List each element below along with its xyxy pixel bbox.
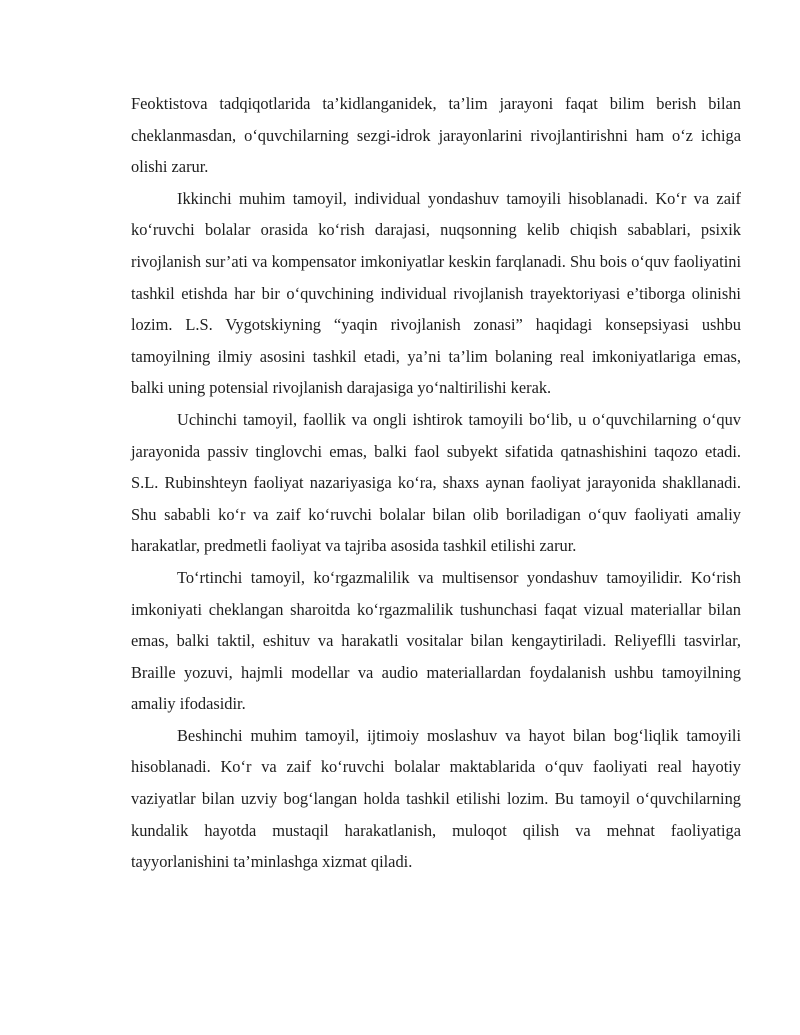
paragraph-fourth-principle: To‘rtinchi tamoyil, ko‘rgazmalilik va multisensor yondashuv tamoyilidir. Ko‘rish imkoniyati cheklangan sharoitda ko‘rgazmalilik tushunchasi faqat vizual materiallar bilan emas, balki taktil, eshituv va harakatli vositalar bilan kengaytiriladi. Reliyeflli tasvirlar, Braille yozuvi, hajmli modellar va audio materiallardan foydalanish ushbu tamoyilning amaliy ifodasidir.: [131, 567, 741, 714]
paragraph-third-principle: Uchinchi tamoyil, faollik va ongli ishtirok tamoyili bo‘lib, u o‘quvchilarning o‘quv jarayonida passiv tinglovchi emas, balki faol subyekt sifatida qatnashishini taqozo etadi. S.L. Rubinshteyn faoliyat nazariyasiga ko‘ra, shaxs aynan faoliyat jarayonida shakllanadi. Shu sababli ko‘r va zaif ko‘ruvchi bolalar bilan olib boriladigan o‘quv faoliyati amaliy harakatlar, predmetli faoliyat va tajriba asosida tashkil etilishi zarur.: [131, 409, 741, 556]
paragraph-second-principle: Ikkinchi muhim tamoyil, individual yondashuv tamoyili hisoblanadi. Ko‘r va zaif ko‘ruvchi bolalar orasida ko‘rish darajasi, nuqsonning kelib chiqish sabablari, psixik rivojlanish sur’ati va kompensator imkoniyatlar keskin farqlanadi. Shu bois o‘quv faoliyatini tashkil etishda har bir o‘quvchining individual rivojlanish trayektoriyasi e’tiborga olinishi lozim. L.S. Vygotskiyning “yaqin rivojlanish zonasi” haqidagi konsepsiyasi ushbu tamoyilning ilmiy asosini tashkil etadi, ya’ni ta’lim bolaning real imkoniyatlariga emas, balki uning potensial rivojlanish darajasiga yo‘naltirilishi kerak.: [131, 188, 741, 398]
body-text: [131, 88, 741, 878]
paragraph-fifth-principle: Beshinchi muhim tamoyil, ijtimoiy moslashuv va hayot bilan bog‘liqlik tamoyili hisoblanadi. Ko‘r va zaif ko‘ruvchi bolalar maktablarida o‘quv faoliyati real hayotiy vaziyatlar bilan uzviy bog‘langan holda tashkil etilishi lozim. Bu tamoyil o‘quvchilarning kundalik hayotda mustaqil harakatlanish, muloqot qilish va mehnat faoliyatiga tayyorlanishini ta’minlashga xizmat qiladi.: [131, 725, 741, 872]
paragraph-continuation: Feoktistova tadqiqotlarida ta’kidlanganidek, ta’lim jarayoni faqat bilim berish bilan cheklanmasdan, o‘quvchilarning sezgi-idrok jarayonlarini rivojlantirishni ham o‘z ichiga olishi zarur.: [131, 94, 741, 177]
